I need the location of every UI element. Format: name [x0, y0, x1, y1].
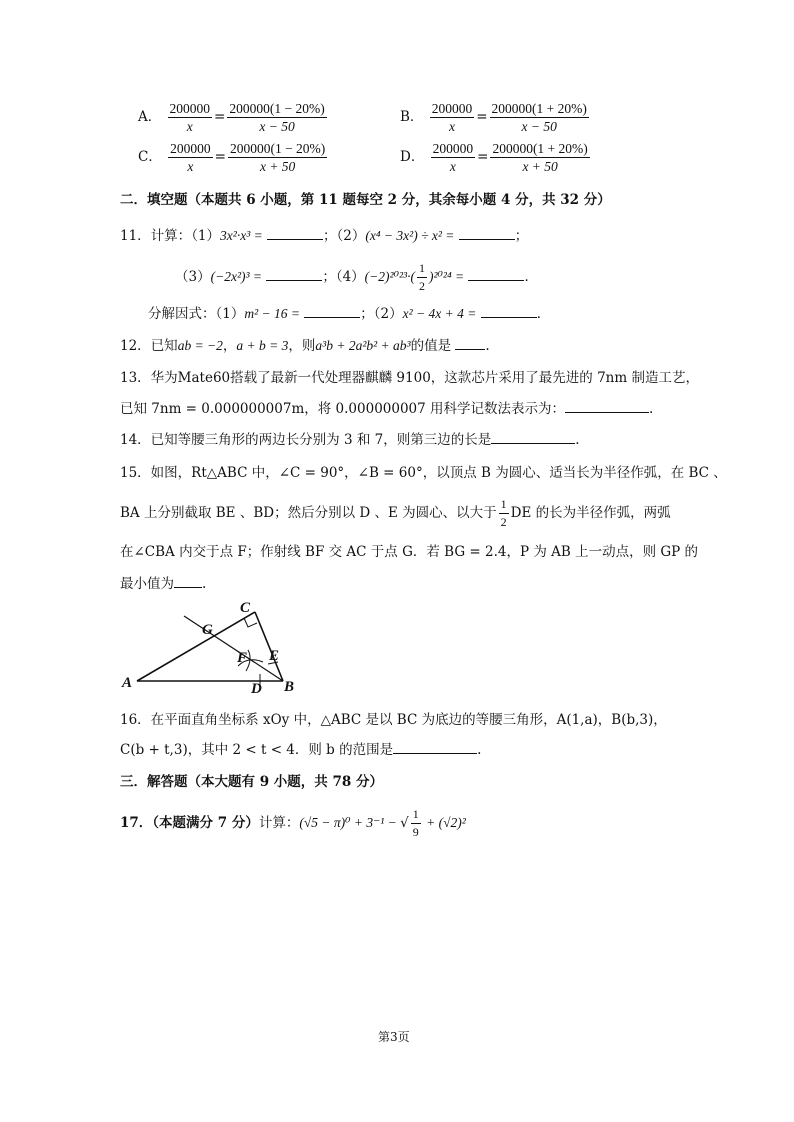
fraction: $\frac{200000(1 + 20\%)}{x + 50}$	[492, 141, 588, 174]
answer-blank[interactable]	[455, 335, 485, 350]
fraction: $\frac{200000(1 + 20\%)}{x - 50}$	[491, 101, 587, 134]
answer-blank[interactable]	[468, 266, 524, 281]
answer-blank[interactable]	[304, 303, 360, 318]
answer-blank[interactable]	[565, 398, 649, 413]
fraction: $\frac{1}{9}$	[412, 807, 419, 839]
fraction: $\frac{200000}{x}$	[170, 141, 211, 174]
label-g: G	[202, 622, 213, 638]
side-ac	[137, 612, 255, 681]
q12: 12．已知ab = −2，a + b = 3，则a³b + 2a²b² + ab³的值是 .	[120, 334, 490, 354]
option-b: B． $\frac{200000}{x}$ = $\frac{200000(1 + 20\%)}{x - 50}$	[400, 101, 587, 134]
label-a: A	[122, 675, 133, 691]
label-c: C	[240, 600, 251, 616]
section-heading: 三．解答题（本大题有 9 小题，共 78 分）	[120, 774, 383, 790]
q11-line3: 分解因式：（1）m² − 16 = ；（2）x² − 4x + 4 = ．	[148, 302, 550, 322]
q11-line2: （3）(−2x²)³ = ；（4）(−2)²⁰²³·( $\frac{1}{2}$ )²⁰²⁴ = ．	[175, 261, 538, 293]
answer-blank[interactable]	[266, 266, 322, 281]
option-d: D． $\frac{200000}{x}$ = $\frac{200000(1 + 20\%)}{x + 50}$	[400, 141, 588, 174]
q16-line1: 16．在平面直角坐标系 xOy 中，△ABC 是以 BC 为底边的等腰三角形，A(1,a)，B(b,3)，	[120, 712, 667, 728]
option-label: A．	[138, 109, 162, 125]
label-f: F	[237, 650, 248, 666]
triangle-figure	[118, 596, 308, 696]
fraction: $\frac{200000}{x}$	[169, 101, 211, 134]
q14: 14．已知等腰三角形的两边长分别为 3 和 7，则第三边的长是 .	[120, 428, 580, 448]
section-heading: 二．填空题（本题共 6 小题，第 11 题每空 2 分，其余每小题 4 分，共 32 分）	[120, 192, 611, 208]
fraction: $\frac{1}{2}$	[418, 261, 425, 293]
option-label: D．	[400, 149, 425, 165]
option-c: C． $\frac{200000}{x}$ = $\frac{200000(1 - 20\%)}{x + 50}$	[138, 141, 326, 174]
label-e: E	[269, 648, 280, 664]
fraction: $\frac{200000(1 - 20\%)}{x - 50}$	[229, 101, 325, 134]
page-footer: 第3页	[378, 1030, 410, 1044]
option-label: B．	[400, 109, 424, 125]
option-a: A． $\frac{200000}{x}$ = $\frac{200000(1 - 20\%)}{x - 50}$	[138, 101, 325, 134]
label-d: D	[251, 681, 262, 696]
q15-line3: 在∠CBA 内交于点 F；作射线 BF 交 AC 于点 G．若 BG = 2.4，P 为 AB 上一动点，则 GP 的	[120, 544, 699, 560]
label-b: B	[284, 679, 295, 695]
q16-line2: C(b + t,3)，其中 2 < t < 4．则 b 的范围是 .	[120, 738, 481, 758]
fraction: $\frac{200000}{x}$	[432, 141, 474, 174]
answer-blank[interactable]	[481, 303, 537, 318]
q15-line2: BA 上分别截取 BE 、BD；然后分别以 D 、E 为圆心、以大于 $\frac{1}{2}$ DE 的长为半径作弧，两弧	[120, 497, 671, 529]
sqrt-symbol: √	[400, 815, 409, 831]
right-angle-mark	[244, 618, 257, 627]
answer-blank[interactable]	[491, 429, 575, 444]
q13-line1: 13．华为Mate60搭载了最新一代处理器麒麟 9100，这款芯片采用了最先进的 7nm 制造工艺，	[120, 370, 699, 386]
q15-line4: 最小值为 .	[120, 572, 206, 592]
answer-blank[interactable]	[174, 573, 202, 588]
q11-line1: 11．计算：（1）3x²·x³ = ；（2）(x⁴ − 3x²) ÷ x² = ；	[120, 224, 528, 244]
side-bc	[255, 612, 283, 681]
option-label: C．	[138, 149, 162, 165]
q13-line2: 已知 7nm = 0.000000007m，将 0.000000007 用科学记数法表示为： .	[120, 397, 653, 417]
q17: 17．（本题满分 7 分）计算：(√5 − π)⁰ + 3⁻¹ − √ $\frac{1}{9}$ + (√2)²	[120, 807, 466, 839]
fraction: $\frac{1}{2}$	[500, 497, 507, 529]
q15-line1: 15．如图，Rt△ABC 中，∠C = 90°，∠B = 60°，以顶点 B 为圆心、适当长为半径作弧，在 BC 、	[120, 465, 727, 481]
fraction: $\frac{200000}{x}$	[431, 101, 473, 134]
answer-blank[interactable]	[393, 739, 477, 754]
fraction: $\frac{200000(1 - 20\%)}{x + 50}$	[229, 141, 326, 174]
answer-blank[interactable]	[267, 225, 323, 240]
answer-blank[interactable]	[459, 225, 515, 240]
